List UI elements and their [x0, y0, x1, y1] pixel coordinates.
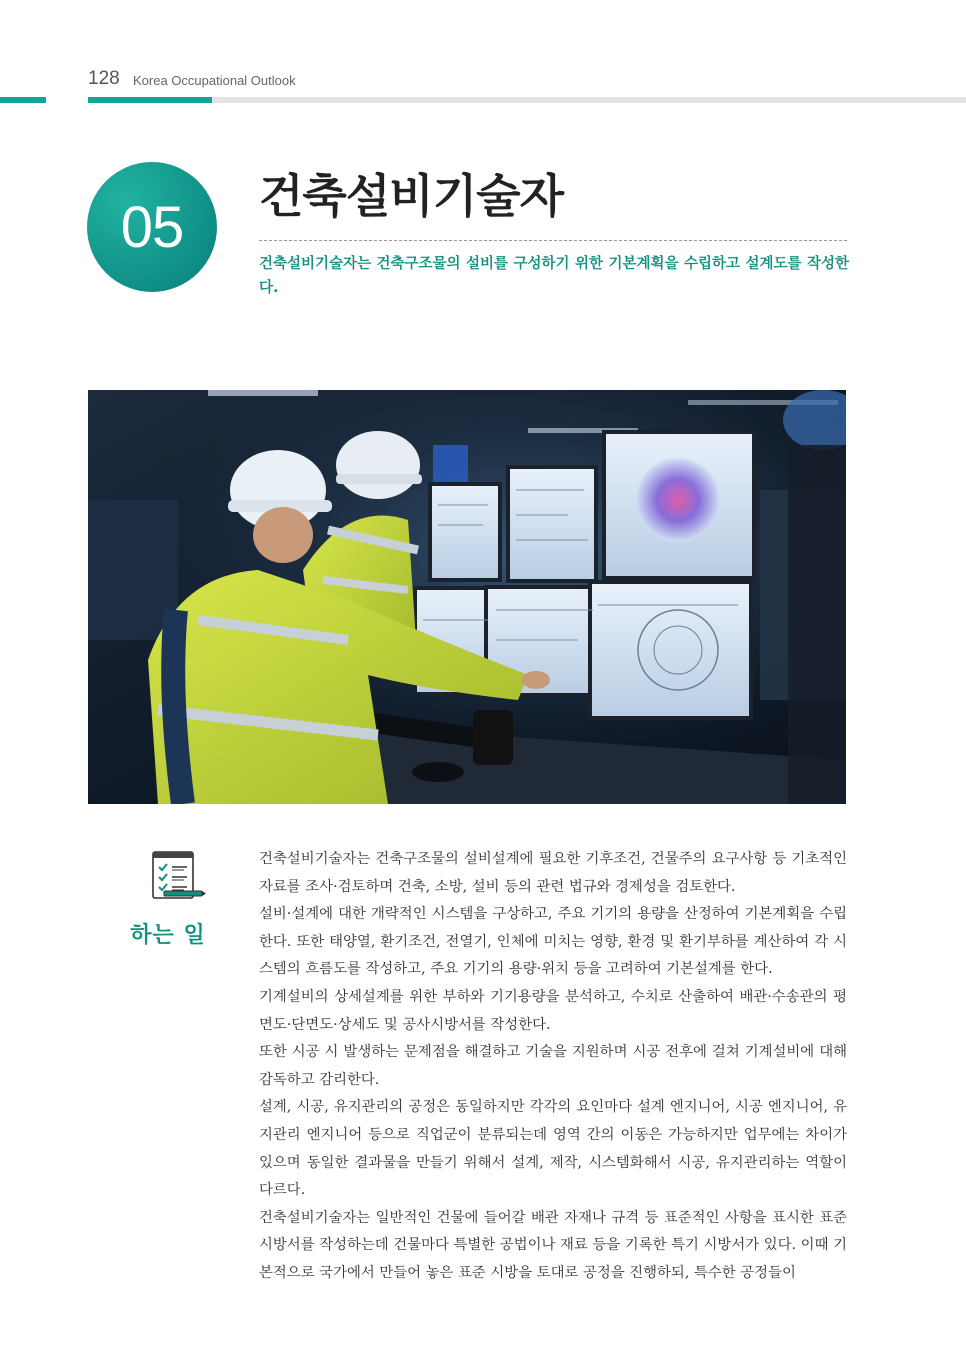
header-rule [212, 97, 966, 103]
chapter-number-badge [87, 162, 217, 292]
job-title: 건축설비기술자 [259, 169, 564, 223]
title-divider [259, 240, 847, 241]
paragraph: 기계설비의 상세설계를 위한 부하와 기기용량을 분석하고, 수치로 산출하여 배관·수송관의 평면도·단면도·상세도 및 공사시방서를 작성한다. [259, 988, 847, 1033]
paragraph: 또한 시공 시 발생하는 문제점을 해결하고 기술을 지원하며 시공 전후에 걸쳐 기계설비에 대해 감독하고 감리한다. [259, 1044, 847, 1088]
paragraph: 설계, 시공, 유지관리의 공정은 동일하지만 각각의 요인마다 설계 엔지니어, 시공 엔지니어, 유지관리 엔지니어 등으로 직업군이 분류되는데 영역 간의 이동은 가능하지만 업무에는 차이가 있으며 동일한 결과물을 만들기 위해서 설계, 제작, 시스템화해서 시공, 유지관리하는 역할이 다르다. [259, 1099, 847, 1199]
header-rule-accent [88, 97, 212, 103]
engineers-monitors-photo [88, 390, 846, 804]
page-number: 128 [88, 68, 120, 89]
job-summary: 건축설비기술자는 건축구조물의 설비를 구성하기 위한 기본계획을 수립하고 설계도를 작성한다. [259, 256, 849, 296]
paragraph: 설비·설계에 대한 개략적인 시스템을 구상하고, 주요 기기의 용량을 산정하여 기본계획을 수립한다. 또한 태양열, 환기조건, 전열기, 인체에 미치는 영향, 환경 및 환기부하를 계산하여 각 시스템의 흐름도를 작성하고, 주요 기기의 용량·위치 등을 고려하여 기본설계를 한다. [259, 906, 847, 978]
header-rule-left [0, 97, 46, 103]
job-description [259, 846, 847, 1288]
checklist-icon [150, 850, 206, 902]
page-header [0, 62, 966, 106]
book-title: Korea Occupational Outlook [133, 73, 296, 88]
paragraph: 건축설비기술자는 일반적인 건물에 들어갈 배관 자재나 규격 등 표준적인 사항을 표시한 표준 시방서를 작성하는데 건물마다 특별한 공법이나 재료 등을 기록한 특기 시방서가 있다. 이때 기본적으로 국가에서 만들어 놓은 표준 시방을 토대로 공정을 진행하되, 특수한 공정들이 [259, 1209, 847, 1281]
section-label: 하는 일 [130, 923, 206, 948]
chapter-number: 05 [120, 194, 184, 260]
paragraph: 건축설비기술자는 건축구조물의 설비설계에 필요한 기후조건, 건물주의 요구사항 등 기초적인 자료를 조사·검토하며 건축, 소방, 설비 등의 관련 법규와 경제성을 검토한다. [259, 851, 847, 895]
